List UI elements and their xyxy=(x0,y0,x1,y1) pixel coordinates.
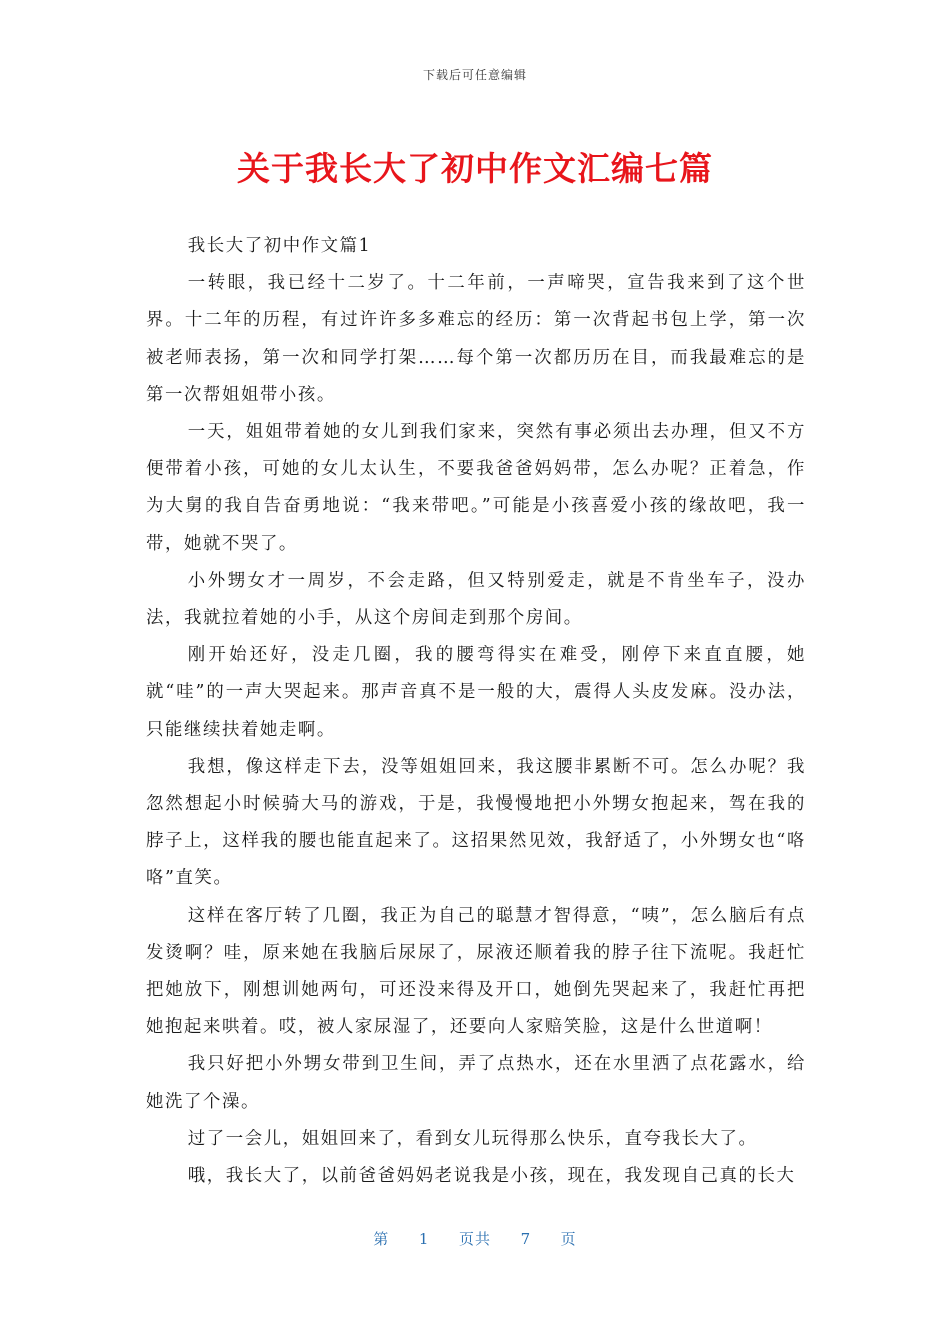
footer-middle: 页共 xyxy=(458,1230,491,1248)
section-heading: 我长大了初中作文篇1 xyxy=(187,236,372,256)
paragraph: 刚开始还好，没走几圈，我的腰弯得实在难受，刚停下来直直腰，她就“哇”的一声大哭起来。那声音真不是一般的大，震得人头皮发麻。没办法，只能继续扶着她走啊。 xyxy=(146,645,806,740)
page-header: 下载后可任意编辑 xyxy=(422,68,527,82)
paragraph: 小外甥女才一周岁，不会走路，但又特别爱走，就是不肯坐车子，没办法，我就拉着她的小手，从这个房间走到那个房间。 xyxy=(146,570,806,629)
page-footer xyxy=(0,1228,950,1249)
paragraph: 这样在客厅转了几圈，我正为自己的聪慧才智得意，“咦”，怎么脑后有点发烫啊？哇，原来她在我脑后尿尿了，尿液还顺着我的脖子往下流呢。我赶忙把她放下，刚想训她两句，可还没来得及开口，她倒先哭起来了，我赶忙再把她抱起来哄着。哎，被人家尿湿了，还要向人家赔笑脸，这是什么世道啊！ xyxy=(146,905,806,1038)
document-title: 关于我长大了初中作文汇编七篇 xyxy=(237,149,713,188)
paragraph: 我只好把小外甥女带到卫生间，弄了点热水，还在水里洒了点花露水，给她洗了个澡。 xyxy=(146,1054,806,1112)
paragraph: 一天，姐姐带着她的女儿到我们家来，突然有事必须出去办理，但又不方便带着小孩，可她的女儿太认生，不要我爸爸妈妈带，怎么办呢？正着急，作为大舅的我自告奋勇地说：“我来带吧。”可能是小孩喜爱小孩的缘故吧，我一带，她就不哭了。 xyxy=(146,422,806,554)
paragraph: 过了一会儿，姐姐回来了，看到女儿玩得那么快乐，直夸我长大了。 xyxy=(187,1128,758,1149)
article-body xyxy=(146,228,806,1195)
footer-total-pages: 7 xyxy=(520,1230,532,1248)
paragraph: 我想，像这样走下去，没等姐姐回来，我这腰非累断不可。怎么办呢？我忽然想起小时候骑大马的游戏，于是，我慢慢地把小外甥女抱起来，驾在我的脖子上，这样我的腰也能直起来了。这招果然见效，我舒适了，小外甥女也“咯咯”直笑。 xyxy=(146,756,806,889)
footer-prefix: 第 xyxy=(373,1230,390,1248)
paragraph: 一转眼，我已经十二岁了。十二年前，一声啼哭，宣告我来到了这个世界。十二年的历程，有过许许多多难忘的经历：第一次背起书包上学，第一次被老师表扬，第一次和同学打架……每个第一次都历历在目，而我最难忘的是第一次帮姐姐带小孩。 xyxy=(146,273,806,405)
paragraph: 哦，我长大了，以前爸爸妈妈老说我是小孩，现在，我发现自己真的长大 xyxy=(187,1166,796,1187)
footer-suffix: 页 xyxy=(560,1230,577,1248)
footer-page-number: 1 xyxy=(418,1230,430,1248)
